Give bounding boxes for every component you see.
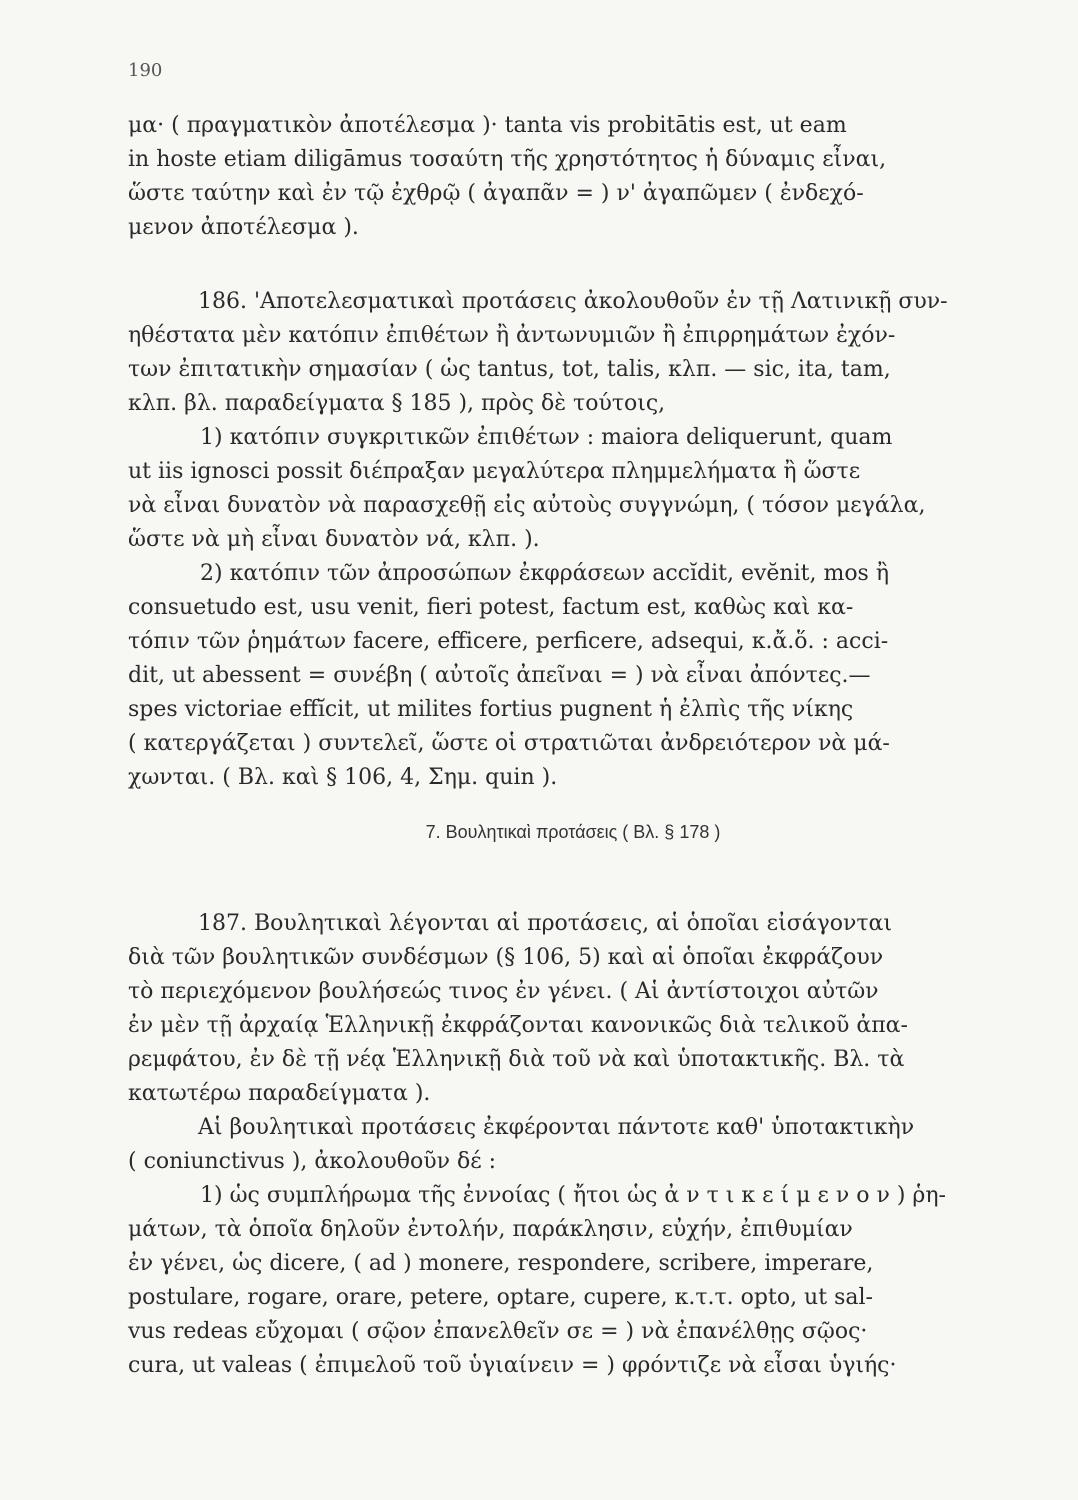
page-number: 190 [128,60,163,81]
text-line: ( κατεργάζεται ) συντελεῖ, ὥστε οἱ στρατιῶται ἀνδρειότερον νὰ μά- [128,731,890,756]
text-line: 187. Βουλητικαὶ λέγονται αἱ προτάσεις, αἱ ὁποῖαι εἰσάγονται [198,911,892,936]
text-line: 1) ὡς συμπλήρωμα τῆς ἐννοίας ( ἤτοι ὡς ἀ ν τ ι κ ε ί μ ε ν ο ν ) ῥη- [200,1183,946,1208]
text-line: κατωτέρω παραδείγματα ). [128,1081,431,1106]
text-line: τόπιν τῶν ῥημάτων facere, efficere, perficere, adsequi, κ.ἄ.ὅ. : acci- [128,629,889,654]
text-line: Αἱ βουλητικαὶ προτάσεις ἐκφέρονται πάντοτε καθ' ὑποτακτικὴν [198,1115,915,1140]
text-line: ὥστε νὰ μὴ εἶναι δυνατὸν νά, κλπ. ). [128,527,540,552]
text-line: dit, ut abessent = συνέβη ( αὐτοῖς ἀπεῖναι = ) νὰ εἶναι ἀπόντες.— [128,663,871,688]
text-line: 1) κατόπιν συγκριτικῶν ἐπιθέτων : maiora deliquerunt, quam [200,425,893,450]
text-line: τὸ περιεχόμενον βουλήσεώς τινος ἐν γένει. ( Αἱ ἀντίστοιχοι αὐτῶν [128,979,879,1004]
text-line: μα· ( πραγματικὸν ἀποτέλεσμα )· tanta vis probitātis est, ut eam [128,113,847,138]
text-line: ἐν γένει, ὡς dicere, ( ad ) monere, respondere, scribere, imperare, [128,1251,874,1276]
text-line: ( coniunctivus ), ἀκολουθοῦν δέ : [128,1149,497,1174]
text-line: 186. 'Αποτελεσματικαὶ προτάσεις ἀκολουθοῦν ἐν τῇ Λατινικῇ συν- [198,289,948,314]
text-line: των ἐπιτατικὴν σημασίαν ( ὡς tantus, tot, talis, κλπ. — sic, ita, tam, [128,357,891,382]
text-line: vus redeas εὔχομαι ( σῷον ἐπανελθεῖν σε = ) νὰ ἐπανέλθῃς σῷος· [128,1319,868,1344]
text-line: consuetudo est, usu venit, fieri potest, factum est, καθὼς καὶ κα- [128,595,854,620]
text-line: νὰ εἶναι δυνατὸν νὰ παρασχεθῇ εἰς αὐτοὺς συγγνώμη, ( τόσον μεγάλα, [128,493,926,518]
text-line: κλπ. βλ. παραδείγματα § 185 ), πρὸς δὲ τούτοις, [128,391,666,416]
text-line: ρεμφάτου, ἐν δὲ τῇ νέᾳ Ἑλληνικῇ διὰ τοῦ νὰ καὶ ὑποτακτικῆς. Βλ. τὰ [128,1047,905,1072]
text-line: ηθέστατα μὲν κατόπιν ἐπιθέτων ἢ ἀντωνυμιῶν ἢ ἐπιρρημάτων ἐχόν- [128,323,896,348]
text-line: spes victoriae effĭcit, ut milites fortius pugnent ἡ ἐλπὶς τῆς νίκης [128,697,854,722]
text-line: ὥστε ταύτην καὶ ἐν τῷ ἐχθρῷ ( ἀγαπᾶν = ) ν' ἀγαπῶμεν ( ἐνδεχό- [128,181,864,206]
text-line: μενον ἀποτέλεσμα ). [128,215,359,240]
text-line: 2) κατόπιν τῶν ἀπροσώπων ἐκφράσεων accĭdit, evĕnit, mos ἢ [200,561,890,586]
text-line: cura, ut valeas ( ἐπιμελοῦ τοῦ ὑγιαίνειν = ) φρόντιζε νὰ εἶσαι ὑγιής· [128,1353,897,1378]
text-line: in hoste etiam diligāmus τοσαύτη τῆς χρηστότητος ἡ δύναμις εἶναι, [128,147,887,172]
text-line: διὰ τῶν βουλητικῶν συνδέσμων (§ 106, 5) καὶ αἱ ὁποῖαι ἐκφράζουν [128,945,884,970]
text-line: ut iis ignosci possit διέπραξαν μεγαλύτερα πλημμελήματα ἢ ὥστε [128,459,861,484]
text-line: postulare, rogare, orare, petere, optare, cupere, κ.τ.τ. opto, ut sal- [128,1285,873,1310]
text-line: χωνται. ( Βλ. καὶ § 106, 4, Σημ. quin ). [128,765,558,790]
text-line: μάτων, τὰ ὁποῖα δηλοῦν ἐντολήν, παράκλησιν, εὐχήν, ἐπιθυμίαν [128,1217,853,1242]
text-line: ἐν μὲν τῇ ἀρχαίᾳ Ἑλληνικῇ ἐκφράζονται κανονικῶς διὰ τελικοῦ ἀπα- [128,1013,908,1038]
section-heading: 7. Βουλητικαὶ προτάσεις ( Βλ. § 178 ) [425,822,721,842]
